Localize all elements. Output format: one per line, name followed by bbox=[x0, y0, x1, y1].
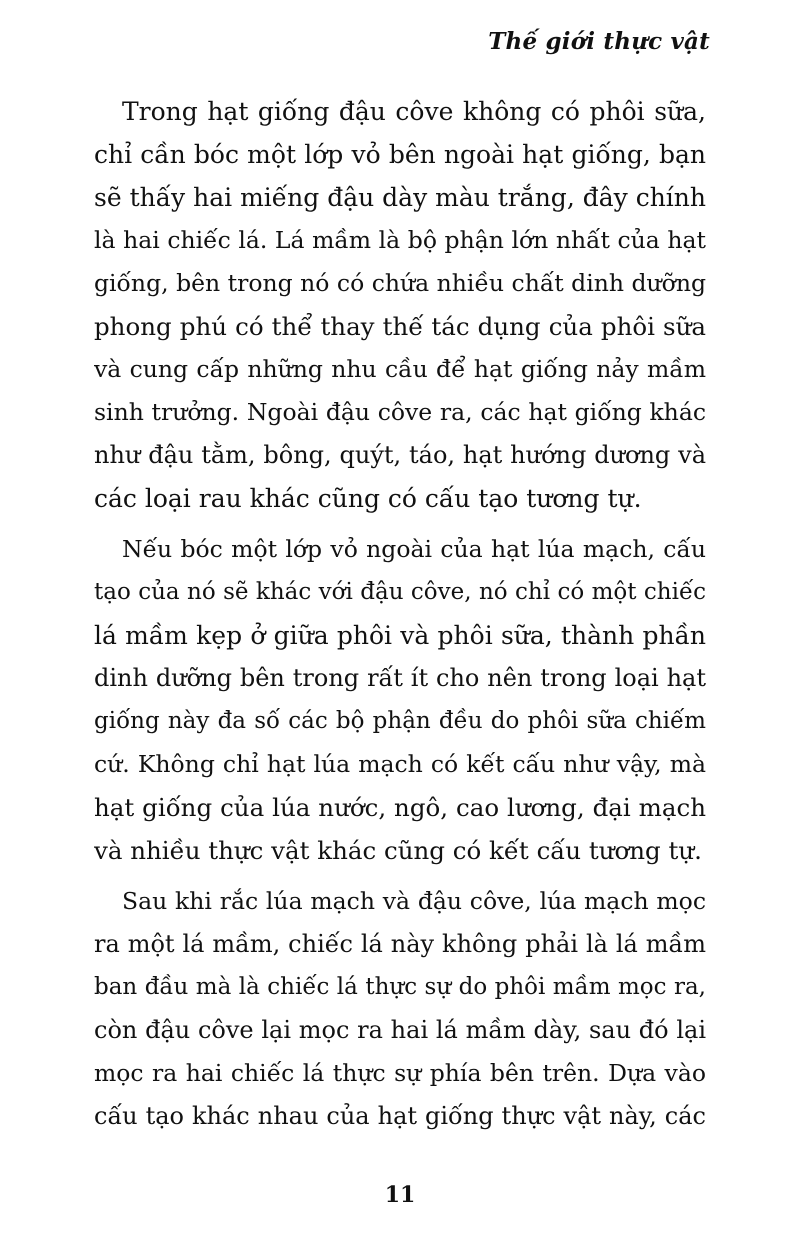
body-text bbox=[94, 90, 706, 1146]
text-line: còn đậu côve lại mọc ra hai lá mầm dày, sau đó lại bbox=[94, 1016, 706, 1044]
text-line: sẽ thấy hai miếng đậu dày màu trắng, đây chính bbox=[94, 183, 706, 212]
text-line: hạt giống của lúa nước, ngô, cao lương, đại mạch bbox=[94, 793, 706, 822]
text-line: sinh trưởng. Ngoài đậu côve ra, các hạt giống khác bbox=[94, 398, 706, 426]
text-line: giống này đa số các bộ phận đều do phôi sữa chiếm bbox=[94, 708, 706, 734]
text-line: phong phú có thể thay thế tác dụng của phôi sữa bbox=[94, 312, 706, 341]
text-line: ra một lá mầm, chiếc lá này không phải là lá mầm bbox=[94, 930, 706, 958]
text-line: giống, bên trong nó có chứa nhiều chất dinh dưỡng bbox=[94, 269, 706, 297]
text-line: và nhiều thực vật khác cũng có kết cấu tương tự. bbox=[94, 836, 702, 865]
text-line: tạo của nó sẽ khác với đậu côve, nó chỉ có một chiếc bbox=[94, 579, 706, 605]
text-line: cấu tạo khác nhau của hạt giống thực vật này, các bbox=[94, 1102, 706, 1130]
running-header: Thế giới thực vật bbox=[488, 28, 710, 55]
text-line: Nếu bóc một lớp vỏ ngoài của hạt lúa mạch, cấu bbox=[122, 535, 706, 563]
paragraph-3 bbox=[94, 880, 706, 1138]
page-number: 11 bbox=[384, 1182, 416, 1208]
text-line: cứ. Không chỉ hạt lúa mạch có kết cấu như vậy, mà bbox=[94, 750, 706, 778]
text-line: ban đầu mà là chiếc lá thực sự do phôi mầm mọc ra, bbox=[94, 974, 706, 1000]
text-line: mọc ra hai chiếc lá thực sự phía bên trên. Dựa vào bbox=[94, 1059, 706, 1087]
text-line: dinh dưỡng bên trong rất ít cho nên trong loại hạt bbox=[94, 664, 706, 692]
text-line: như đậu tằm, bông, quýt, táo, hạt hướng dương và bbox=[94, 441, 706, 469]
text-line: lá mầm kẹp ở giữa phôi và phôi sữa, thành phần bbox=[94, 621, 706, 650]
text-line: các loại rau khác cũng có cấu tạo tương tự. bbox=[94, 484, 642, 513]
paragraph-2 bbox=[94, 528, 706, 872]
paragraph-1 bbox=[94, 90, 706, 520]
text-line: Sau khi rắc lúa mạch và đậu côve, lúa mạch mọc bbox=[122, 887, 706, 915]
text-line: chỉ cần bóc một lớp vỏ bên ngoài hạt giống, bạn bbox=[94, 140, 706, 169]
text-line: và cung cấp những nhu cầu để hạt giống nảy mầm bbox=[94, 355, 706, 383]
text-line: là hai chiếc lá. Lá mầm là bộ phận lớn nhất của hạt bbox=[94, 226, 706, 254]
text-line: Trong hạt giống đậu côve không có phôi sữa, bbox=[122, 97, 706, 126]
